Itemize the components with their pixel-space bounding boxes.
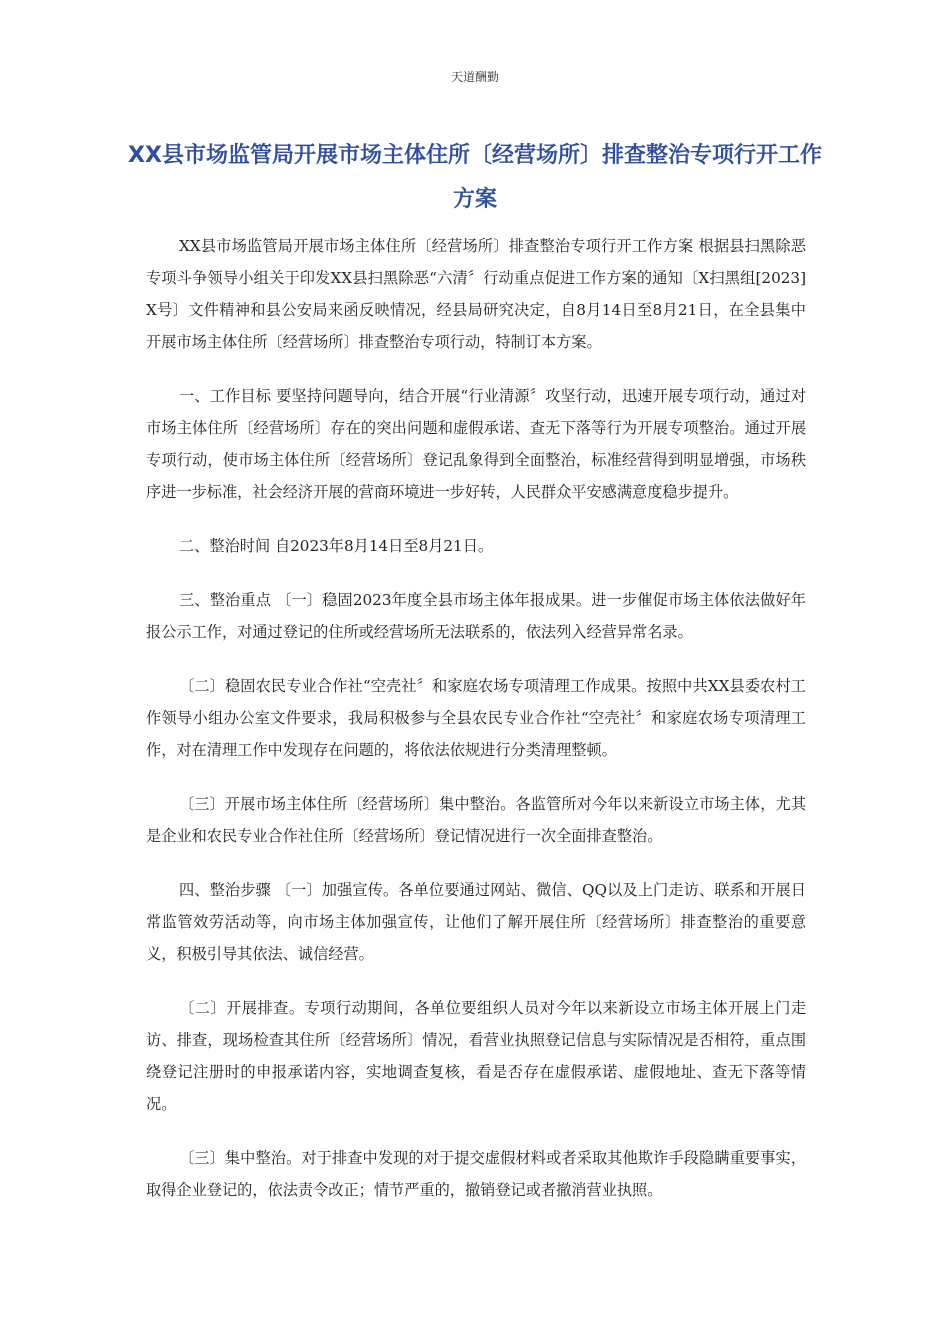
paragraph-work-goal: 一、工作目标 要坚持问题导向，结合开展“行业清源〞攻坚行动，迅速开展专项行动，通过对市场主体住所〔经营场所〕存在的突出问题和虚假承诺、查无下落等行为开展专项整治。通过开展专项行动，使市场主体住所〔经营场所〕登记乱象得到全面整治，标准经营得到明显增强，市场秩序进一步标准，社会经济开展的营商环境进一步好转，人民群众平安感满意度稳步提升。 xyxy=(146,387,806,501)
paragraph-steps-1: 四、整治步骤 〔一〕加强宣传。各单位要通过网站、微信、QQ以及上门走访、联系和开展日常监管效劳活动等，向市场主体加强宣传，让他们了解开展住所〔经营场所〕排查整治的重要意义，积极引导其依法、诚信经营。 xyxy=(146,881,806,963)
page-header: 天道酬勤 xyxy=(450,70,499,84)
paragraph-focus-1: 三、整治重点 〔一〕稳固2023年度全县市场主体年报成果。进一步催促市场主体依法做好年报公示工作，对通过登记的住所或经营场所无法联系的，依法列入经营异常名录。 xyxy=(146,591,806,641)
paragraph-time: 二、整治时间 自2023年8月14日至8月21日。 xyxy=(179,537,494,555)
paragraph-intro: XX县市场监管局开展市场主体住所〔经营场所〕排查整治专项行开工作方案 根据县扫黑除恶专项斗争领导小组关于印发XX县扫黑除恶“六清〞行动重点促进工作方案的通知〔X扫黑组[2023]X号〕文件精神和县公安局来函反映情况，经县局研究决定，自8月14日至8月21日，在全县集中开展市场主体住所〔经营场所〕排查整治专项行动，特制订本方案。 xyxy=(146,237,806,351)
paragraph-focus-3: 〔三〕开展市场主体住所〔经营场所〕集中整治。各监管所对今年以来新设立市场主体，尤其是企业和农民专业合作社住所〔经营场所〕登记情况进行一次全面排查整治。 xyxy=(146,795,806,845)
paragraph-focus-2: 〔二〕稳固农民专业合作社“空壳社〞和家庭农场专项清理工作成果。按照中共XX县委农村工作领导小组办公室文件要求，我局积极参与全县农民专业合作社“空壳社〞和家庭农场专项清理工作，对在清理工作中发现存在问题的，将依法依规进行分类清理整顿。 xyxy=(146,677,806,759)
document-title: XX县市场监管局开展市场主体住所〔经营场所〕排查整治专项行开工作方案 xyxy=(128,143,822,212)
document-body xyxy=(146,230,806,1228)
paragraph-steps-2: 〔二〕开展排查。专项行动期间，各单位要组织人员对今年以来新设立市场主体开展上门走访、排查，现场检查其住所〔经营场所〕情况，看营业执照登记信息与实际情况是否相符，重点围绕登记注册时的申报承诺内容，实地调查复核，看是否存在虚假承诺、虚假地址、查无下落等情况。 xyxy=(146,999,806,1113)
paragraph-steps-3: 〔三〕集中整治。对于排查中发现的对于提交虚假材料或者采取其他欺诈手段隐瞒重要事实，取得企业登记的，依法责令改正；情节严重的，撤销登记或者撤消营业执照。 xyxy=(146,1149,806,1199)
